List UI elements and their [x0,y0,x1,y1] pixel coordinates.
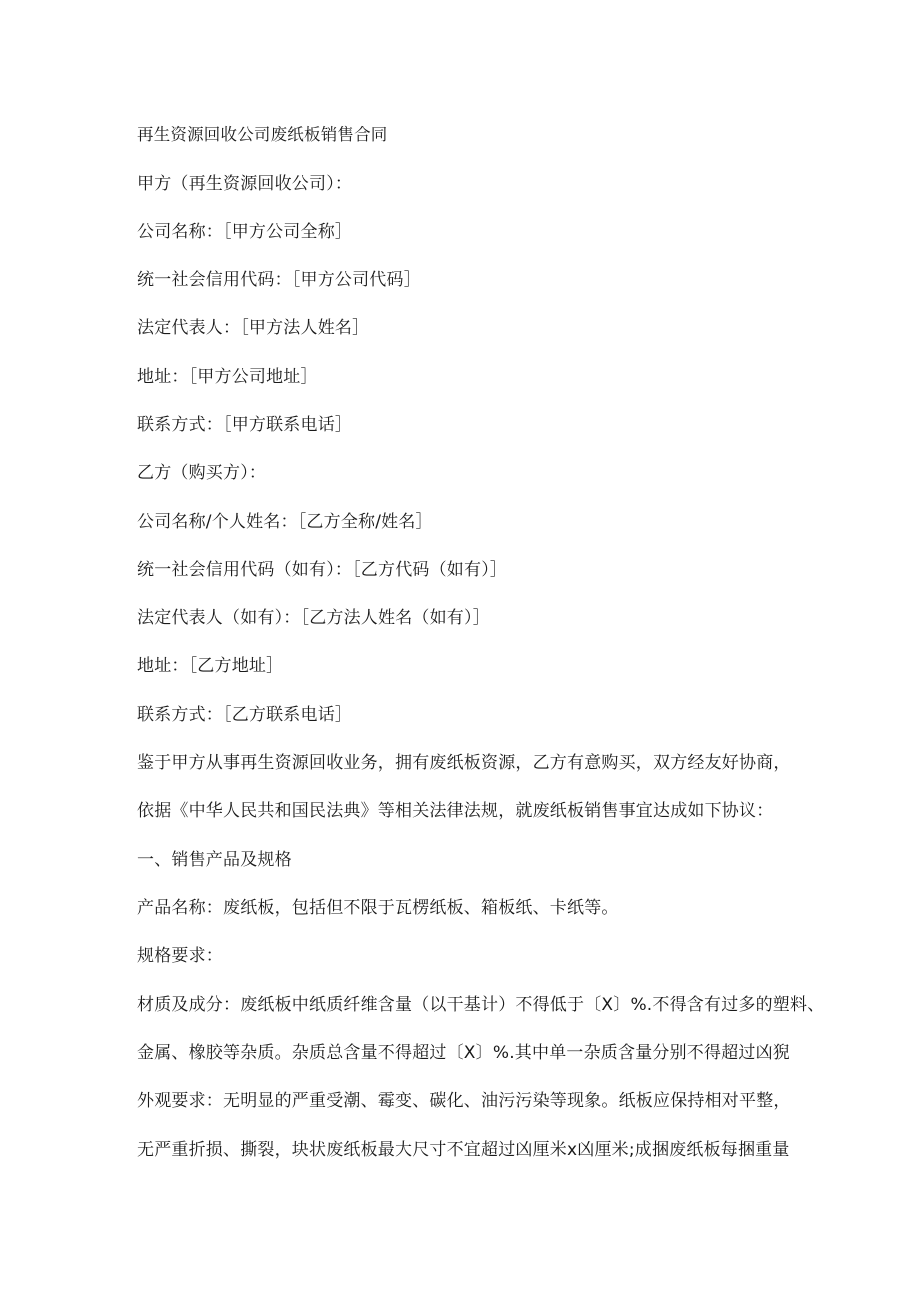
party-b-legal-rep: 法定代表人（如有）：［乙方法人姓名（如有）］ [137,608,490,628]
party-a-address: 地址：［甲方公司地址］ [137,367,318,387]
party-a-company-name: 公司名称：［甲方公司全称］ [137,222,353,242]
party-b-address: 地址：［乙方地址］ [137,656,284,676]
preamble-line-1: 鉴于甲方从事再生资源回收业务，拥有废纸板资源，乙方有意购买，双方经友好协商， [137,753,791,773]
party-b-credit-code: 统一社会信用代码（如有）：［乙方代码（如有）］ [137,560,508,580]
party-b-contact: 联系方式：［乙方联系电话］ [137,705,353,725]
party-b-name: 公司名称/个人姓名：［乙方全称/姓名］ [137,512,433,532]
appearance-line-1: 外观要求：无明显的严重受潮、霉变、碳化、油污污染等现象。纸板应保持相对平整， [137,1091,791,1111]
party-a-credit-code: 统一社会信用代码：［甲方公司代码］ [137,270,421,290]
product-name-line: 产品名称：废纸板，包括但不限于瓦楞纸板、箱板纸、卡纸等。 [137,898,619,918]
party-a-heading: 甲方（再生资源回收公司）： [137,174,353,194]
party-a-contact: 联系方式：［甲方联系电话］ [137,415,353,435]
material-line-1: 材质及成分：废纸板中纸质纤维含量（以干基计）不得低于〔X〕%.不得含有过多的塑料、 [137,995,825,1015]
spec-heading: 规格要求： [137,946,223,966]
document-title: 再生资源回收公司废纸板销售合同 [137,125,388,144]
section-heading-1: 一、销售产品及规格 [137,850,292,870]
party-a-legal-rep: 法定代表人：［甲方法人姓名］ [137,318,370,338]
party-b-heading: 乙方（购买方）： [137,463,267,483]
appearance-line-2: 无严重折损、撕裂，块状废纸板最大尺寸不宜超过凶厘米x凶厘米;成捆废纸板每捆重量 [137,1140,790,1160]
preamble-line-2: 依据《中华人民共和国民法典》等相关法律法规，就废纸板销售事宜达成如下协议： [137,801,774,821]
material-line-2: 金属、橡胶等杂质。杂质总含量不得超过〔X〕%.其中单一杂质含量分别不得超过凶猊 [137,1043,791,1063]
